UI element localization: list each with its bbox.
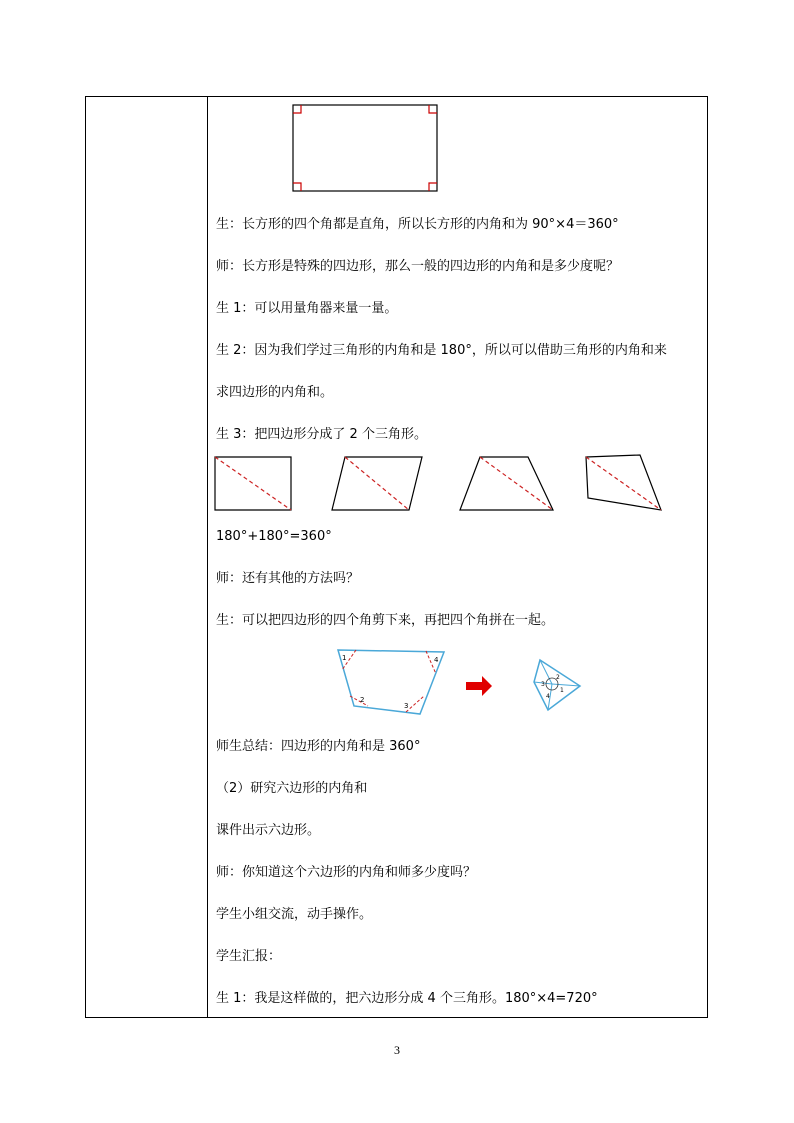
text-line: 课件出示六边形。	[216, 823, 321, 838]
text-line: 生：长方形的四个角都是直角，所以长方形的内角和为 90°×4＝360°	[216, 217, 619, 232]
text-line: 生：可以把四边形的四个角剪下来，再把四个角拼在一起。	[216, 613, 555, 628]
text-line: 师：你知道这个六边形的内角和师多少度吗？	[216, 865, 477, 880]
text-line: 学生汇报：	[216, 949, 282, 964]
rectangle-figure	[290, 102, 440, 194]
right-arrow-icon	[466, 676, 492, 696]
angle-label: 4	[434, 656, 439, 664]
quadrilateral-with-corners	[338, 650, 444, 714]
cut-corners-figure	[334, 646, 594, 718]
rectangle-split	[215, 457, 291, 510]
text-line: 生 1：可以用量角器来量一量。	[216, 301, 398, 316]
text-line: 生 2：因为我们学过三角形的内角和是 180°，所以可以借助三角形的内角和来	[216, 343, 667, 358]
page-number: 3	[394, 1043, 400, 1057]
parallelogram-split	[332, 457, 422, 510]
table-column-divider	[207, 96, 208, 1018]
irregular-quadrilateral-split	[586, 455, 661, 510]
text-line: 学生小组交流，动手操作。	[216, 907, 373, 922]
quadrilaterals-figure	[212, 454, 666, 516]
text-line: 生 1：我是这样做的，把六边形分成 4 个三角形。180°×4=720°	[216, 991, 598, 1006]
angle-label: 2	[556, 674, 560, 681]
angle-label: 1	[342, 654, 347, 662]
text-line: 师生总结：四边形的内角和是 360°	[216, 739, 421, 754]
assembled-angles	[534, 660, 580, 710]
text-line: 师：长方形是特殊的四边形，那么一般的四边形的内角和是多少度呢？	[216, 259, 620, 274]
text-line: 生 3：把四边形分成了 2 个三角形。	[216, 427, 427, 442]
angle-label: 1	[560, 687, 564, 694]
text-line: 求四边形的内角和。	[216, 385, 334, 400]
text-line: 180°+180°=360°	[216, 529, 332, 544]
angle-label: 3	[404, 702, 409, 710]
angle-label: 2	[360, 696, 365, 704]
text-line: （2）研究六边形的内角和	[216, 781, 368, 796]
text-line: 师：还有其他的方法吗？	[216, 571, 360, 586]
trapezoid-split	[460, 457, 553, 510]
angle-label: 4	[546, 693, 550, 700]
angle-label: 3	[541, 681, 545, 688]
